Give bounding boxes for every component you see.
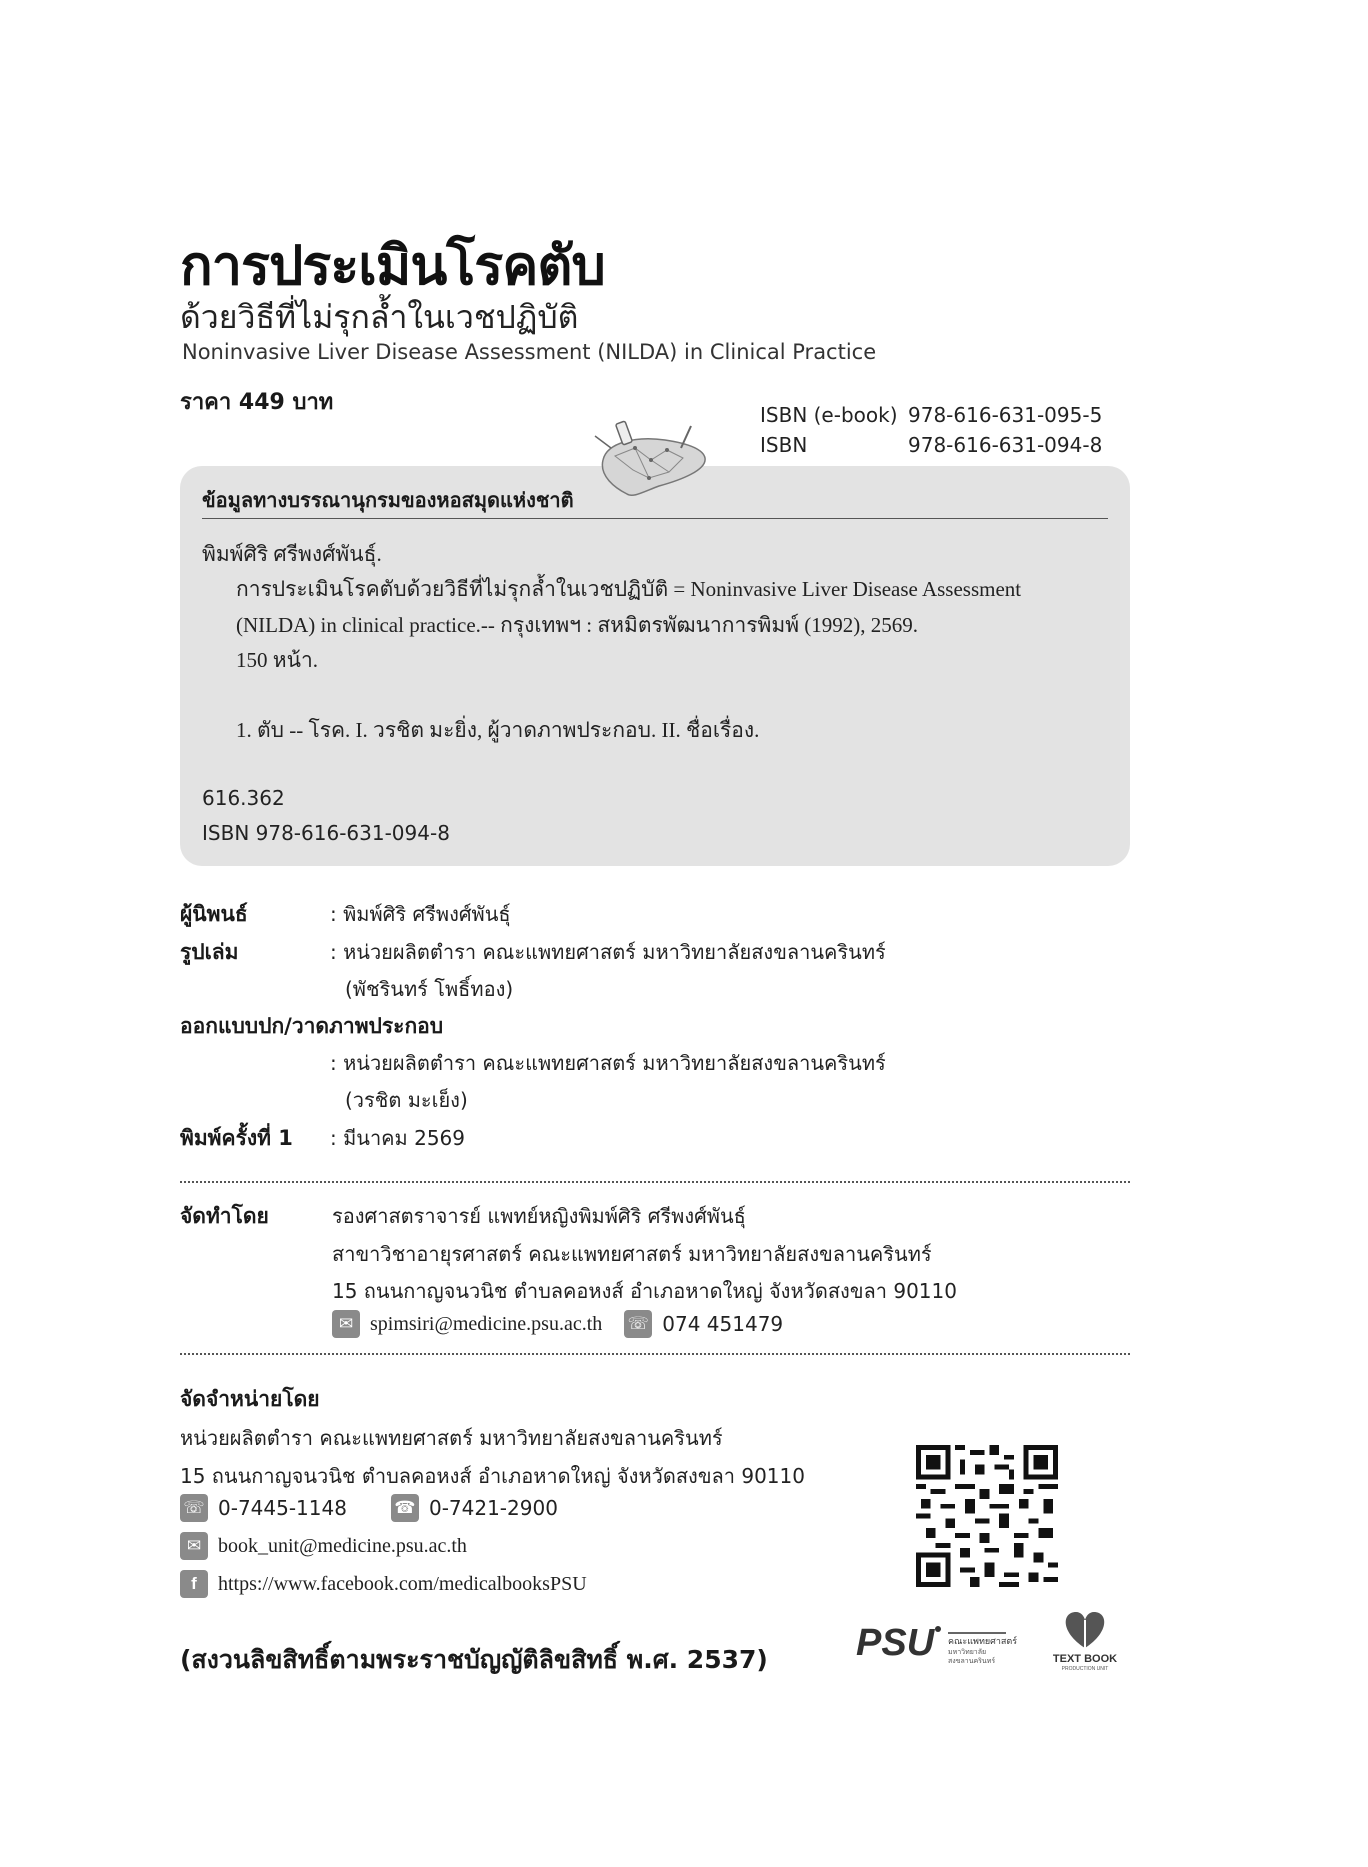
cip-subjects: 1. ตับ -- โรค. I. วรชิต มะยิ่ง, ผู้วาดภาพประกอบ. II. ชื่อเรื่อง.: [236, 718, 760, 742]
layout-value: : หน่วยผลิตตำรา คณะแพทยศาสตร์ มหาวิทยาลัยสงขลานครินทร์: [330, 940, 886, 964]
producer-contact: [332, 1310, 783, 1338]
cip-divider: [202, 518, 1108, 519]
distributor-email-line: [180, 1532, 467, 1560]
cip-panel: [180, 466, 1130, 866]
distributor-label: จัดจำหน่ายโดย: [180, 1387, 320, 1411]
distributor-name: หน่วยผลิตตำรา คณะแพทยศาสตร์ มหาวิทยาลัยสงขลานครินทร์: [180, 1426, 723, 1450]
facebook-icon: f: [180, 1570, 208, 1598]
textbook-logo: [1048, 1608, 1122, 1672]
cip-title-line: การประเมินโรคตับด้วยวิธีที่ไม่รุกล้ำในเวชปฏิบัติ = Noninvasive Liver Disease Assessment: [236, 577, 1022, 601]
isbn-value: 978-616-631-095-5: [908, 403, 1103, 427]
producer-department: สาขาวิชาอายุรศาสตร์ คณะแพทยศาสตร์ มหาวิทยาลัยสงขลานครินทร์: [332, 1242, 932, 1266]
textbook-logo-subtext: PRODUCTION UNIT: [1061, 1666, 1109, 1672]
cover-design-value: : หน่วยผลิตตำรา คณะแพทยศาสตร์ มหาวิทยาลัยสงขลานครินทร์: [330, 1051, 886, 1075]
producer-email: spimsiri@medicine.psu.ac.th: [370, 1312, 603, 1335]
textbook-logo-text: TEXT BOOK: [1052, 1653, 1118, 1665]
producer-phone: 074 451479: [662, 1312, 784, 1336]
layout-label: รูปเล่ม: [180, 940, 239, 964]
cover-design-value-name: (วรชิต มะเย็ง): [345, 1088, 468, 1112]
psu-university-text-2: สงขลานครินทร์: [948, 1657, 996, 1665]
producer-name: รองศาสตราจารย์ แพทย์หญิงพิมพ์ศิริ ศรีพงศ์พันธุ์: [332, 1204, 746, 1228]
isbn-label: ISBN (e-book): [760, 403, 898, 427]
fax-icon: ☎: [391, 1494, 419, 1522]
distributor-facebook-line: [180, 1570, 587, 1598]
distributor-facebook[interactable]: https://www.facebook.com/medicalbooksPSU: [218, 1572, 587, 1595]
layout-value-name: (พัชรินทร์ โพธิ์ทอง): [345, 977, 514, 1001]
email-icon: ✉: [180, 1532, 208, 1560]
cover-design-label: ออกแบบปก/วาดภาพประกอบ: [180, 1014, 444, 1038]
phone-icon: ☏: [624, 1310, 652, 1338]
distributor-phone: 0-7445-1148: [218, 1496, 347, 1520]
isbn-list: [760, 400, 1102, 460]
isbn-row-ebook: [760, 400, 1102, 430]
cip-author: พิมพ์ศิริ ศรีพงศ์พันธุ์.: [202, 542, 382, 566]
producer-address: 15 ถนนกาญจนวนิช ตำบลคอหงส์ อำเภอหาดใหญ่ จังหวัดสงขลา 90110: [332, 1279, 957, 1303]
psu-university-text: มหาวิทยาลัย: [948, 1648, 987, 1656]
cip-class-number: 616.362: [202, 786, 285, 810]
isbn-value: 978-616-631-094-8: [908, 433, 1103, 457]
cip-pages: 150 หน้า.: [236, 648, 318, 672]
distributor-phones: [180, 1494, 558, 1522]
author-value: : พิมพ์ศิริ ศรีพงศ์พันธุ์: [330, 902, 511, 926]
distributor-fax: 0-7421-2900: [428, 1496, 558, 1520]
psu-logo: [856, 1615, 1018, 1667]
book-price: ราคา 449 บาท: [180, 390, 334, 415]
qr-code: [916, 1445, 1058, 1587]
liver-illustration: [585, 420, 715, 505]
email-icon: ✉: [332, 1310, 360, 1338]
distributor-address: 15 ถนนกาญจนวนิช ตำบลคอหงส์ อำเภอหาดใหญ่ จังหวัดสงขลา 90110: [180, 1464, 805, 1488]
book-subtitle-thai: ด้วยวิธีที่ไม่รุกล้ำในเวชปฏิบัติ: [180, 298, 579, 336]
psu-faculty-text: คณะแพทยศาสตร์: [948, 1637, 1018, 1647]
book-title-english: Noninvasive Liver Disease Assessment (NILDA) in Clinical Practice: [182, 340, 877, 364]
cip-isbn: ISBN 978-616-631-094-8: [202, 821, 450, 845]
divider-dotted: [180, 1353, 1130, 1355]
cip-heading: ข้อมูลทางบรรณานุกรมของหอสมุดแห่งชาติ: [202, 488, 574, 512]
producer-label: จัดทำโดย: [180, 1204, 269, 1228]
distributor-email: book_unit@medicine.psu.ac.th: [218, 1534, 467, 1557]
divider-dotted: [180, 1181, 1130, 1183]
edition-label: พิมพ์ครั้งที่ 1: [180, 1126, 293, 1150]
book-title-thai: การประเมินโรคตับ: [180, 234, 605, 297]
psu-logo-text: PSU: [856, 1622, 935, 1664]
cip-publisher-line: (NILDA) in clinical practice.-- กรุงเทพฯ : สหมิตรพัฒนาการพิมพ์ (1992), 2569.: [236, 613, 919, 637]
isbn-label: ISBN: [760, 433, 808, 457]
copyright-notice: (สงวนลิขสิทธิ์ตามพระราชบัญญัติลิขสิทธิ์ พ.ศ. 2537): [180, 1645, 768, 1674]
isbn-row-print: [760, 430, 1102, 460]
phone-icon: ☏: [180, 1494, 208, 1522]
author-label: ผู้นิพนธ์: [180, 902, 248, 926]
edition-value: : มีนาคม 2569: [330, 1126, 465, 1150]
